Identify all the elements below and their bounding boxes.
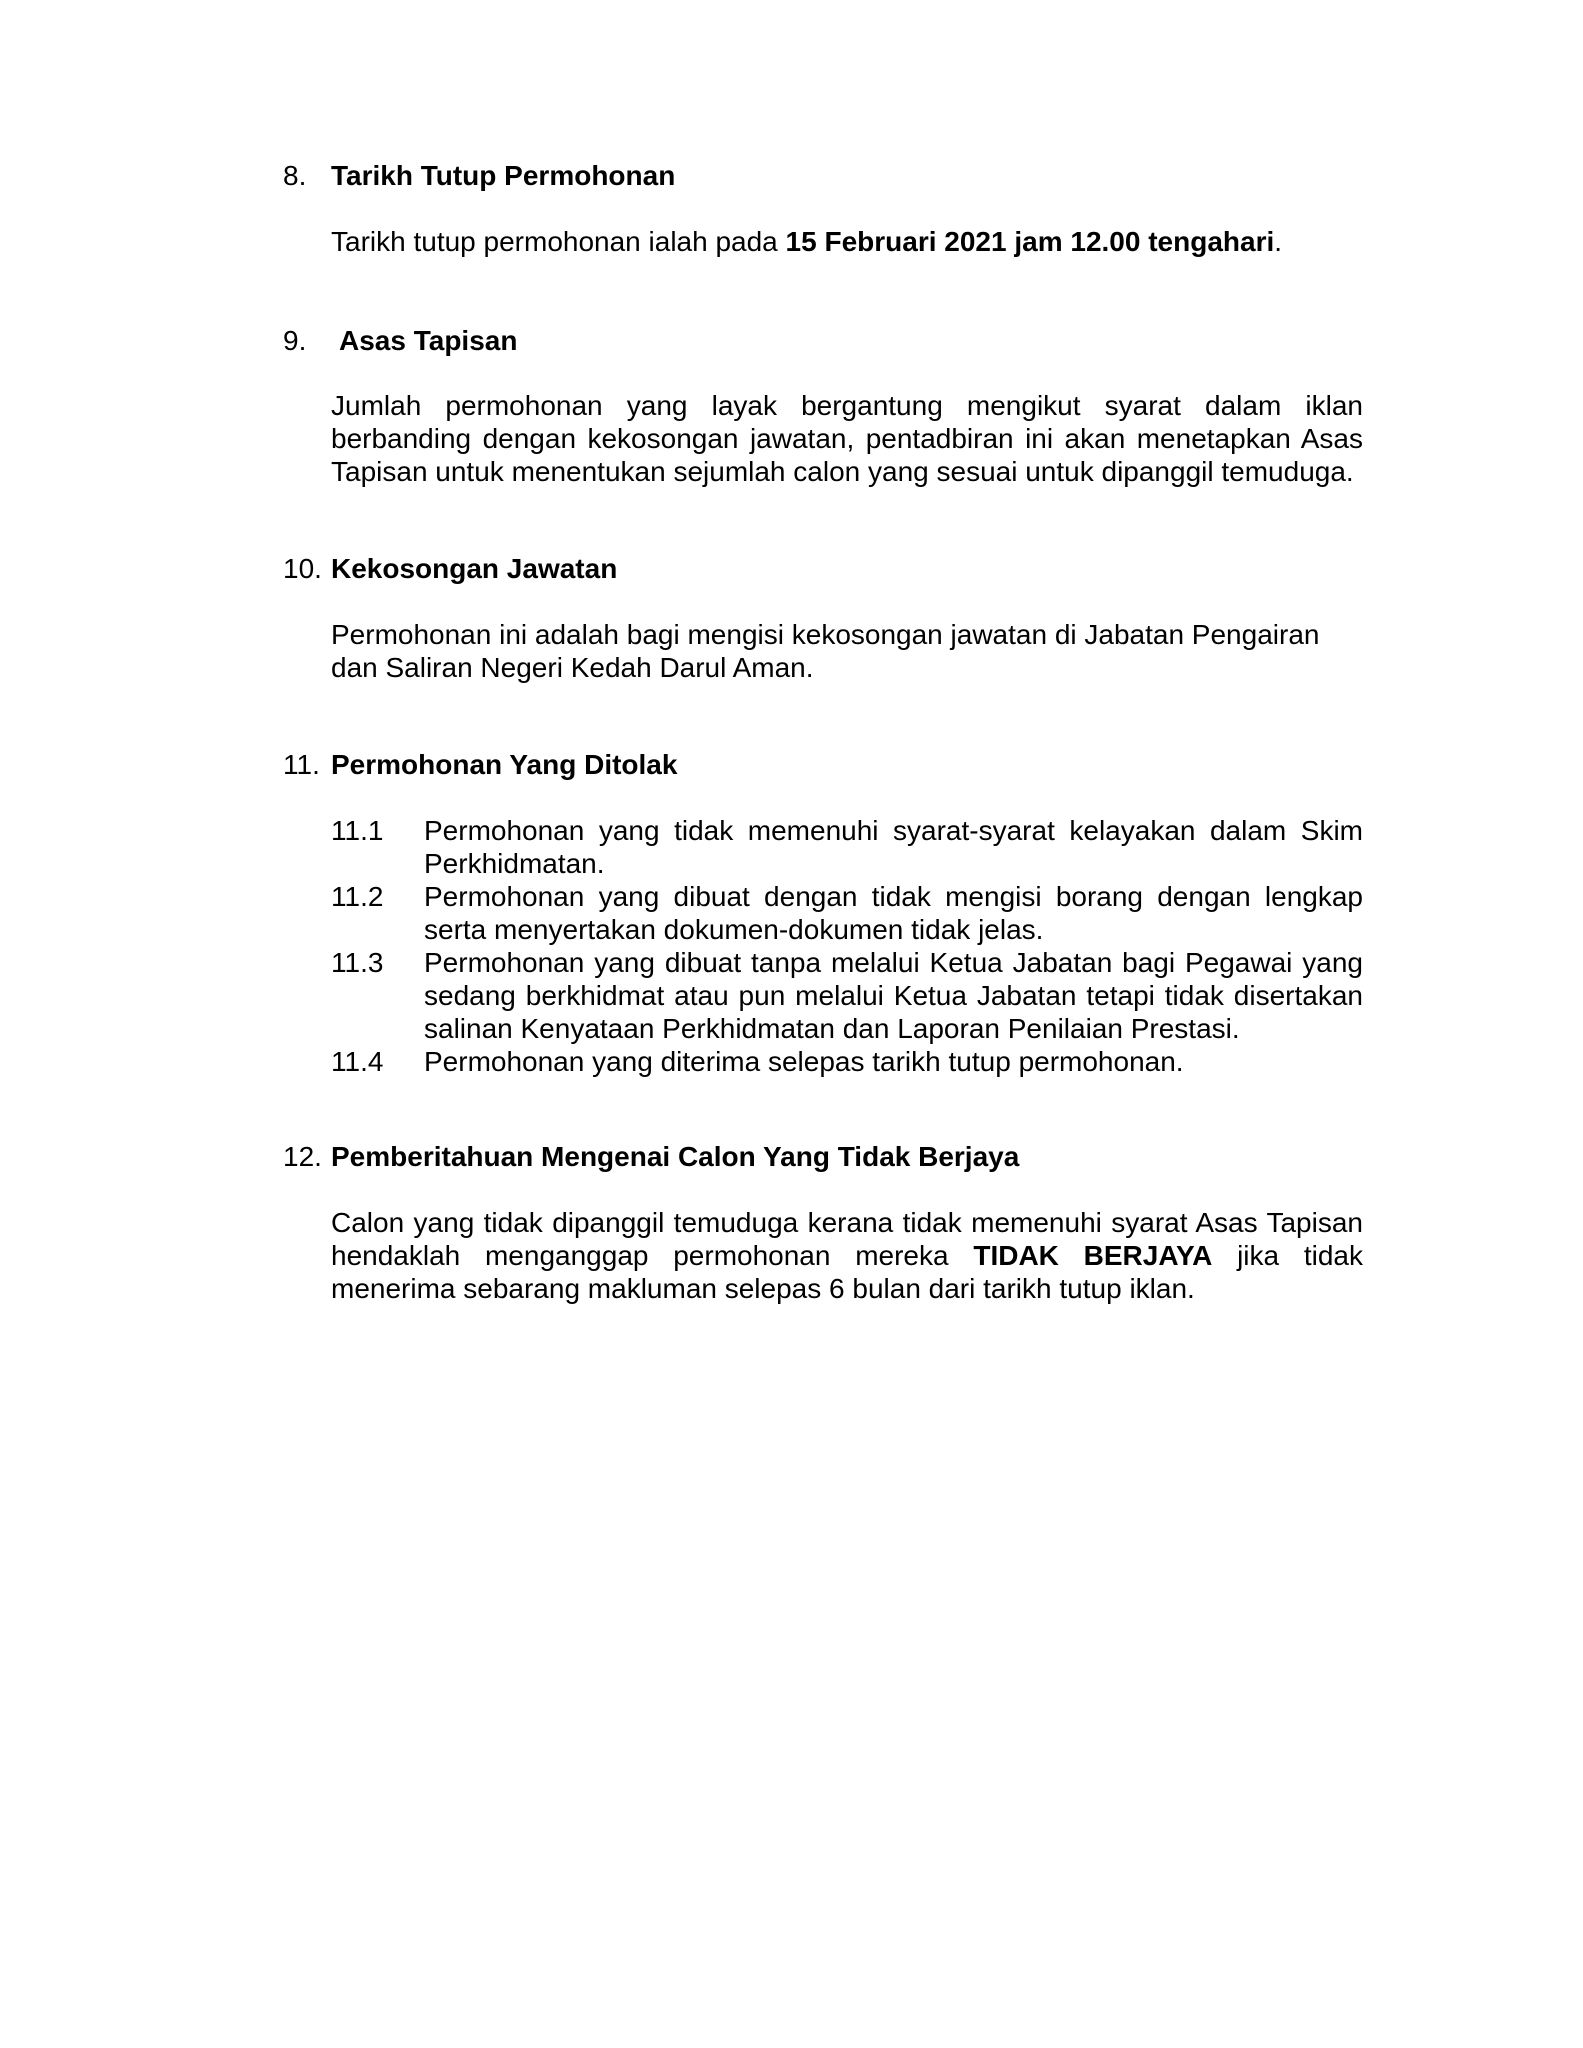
list-item-number: 11.3	[331, 947, 384, 978]
list-item	[331, 814, 1363, 880]
section-12-heading	[283, 1140, 1363, 1174]
list-item	[331, 946, 1363, 1045]
section-10-number: 10.	[283, 553, 322, 584]
section-8-number: 8.	[283, 160, 307, 191]
section-9-paragraph: Jumlah permohonan yang layak bergantung mengikut syarat dalam iklan berbanding dengan kekosongan jawatan, pentadbiran ini akan menetapkan Asas Tapisan untuk menentukan sejumlah calon yang sesuai untuk dipanggil temuduga.	[331, 390, 1363, 487]
section-10-heading	[283, 552, 1363, 586]
section-8-text-before: Tarikh tutup permohonan ialah pada	[331, 226, 786, 257]
rejection-list	[331, 814, 1363, 1078]
section-12-text-after: jika tidak menerima sebarang makluman selepas 6 bulan dari tarikh tutup iklan.	[331, 1240, 1364, 1304]
section-10	[283, 552, 1363, 683]
list-item-number: 11.2	[331, 881, 384, 912]
list-item	[331, 1045, 1363, 1078]
section-8-heading	[283, 159, 1363, 193]
section-9-heading	[283, 324, 1363, 358]
section-8-text-after: .	[1274, 226, 1283, 257]
list-item-text: Permohonan yang dibuat dengan tidak mengisi borang dengan lengkap serta menyertakan dokumen-dokumen tidak jelas.	[424, 881, 1363, 945]
section-8-paragraph	[331, 225, 1363, 258]
section-12-number: 12.	[283, 1141, 322, 1172]
list-item-number: 11.1	[331, 815, 384, 846]
list-item-text: Permohonan yang diterima selepas tarikh tutup permohonan.	[424, 1046, 1184, 1077]
list-item-number: 11.4	[331, 1046, 384, 1077]
list-item-text: Permohonan yang tidak memenuhi syarat-syarat kelayakan dalam Skim Perkhidmatan.	[424, 815, 1363, 879]
section-8-title: Tarikh Tutup Permohonan	[331, 160, 676, 191]
section-9-number: 9.	[283, 325, 307, 356]
result-status-text: TIDAK BERJAYA	[973, 1240, 1213, 1271]
section-8	[283, 159, 1363, 257]
section-10-paragraph: Permohonan ini adalah bagi mengisi kekosongan jawatan di Jabatan Pengairan dan Saliran Negeri Kedah Darul Aman.	[331, 619, 1320, 683]
closing-date-text: 15 Februari 2021 jam 12.00 tengahari	[785, 226, 1275, 257]
section-11-title: Permohonan Yang Ditolak	[331, 749, 678, 780]
list-item-text: Permohonan yang dibuat tanpa melalui Ketua Jabatan bagi Pegawai yang sedang berkhidmat atau pun melalui Ketua Jabatan tetapi tidak disertakan salinan Kenyataan Perkhidmatan dan Laporan Penilaian Prestasi.	[424, 947, 1363, 1044]
section-12	[283, 1140, 1364, 1304]
section-11-number: 11.	[283, 749, 320, 780]
section-11	[283, 748, 1363, 1077]
section-9-title: Asas Tapisan	[339, 325, 518, 356]
section-9	[283, 324, 1363, 487]
section-12-text-before: Calon yang tidak dipanggil temuduga kerana tidak memenuhi syarat Asas Tapisan hendaklah menganggap permohonan mereka	[331, 1207, 1363, 1271]
list-item	[331, 880, 1363, 946]
section-10-title: Kekosongan Jawatan	[331, 553, 618, 584]
section-12-paragraph	[331, 1206, 1363, 1305]
section-12-title: Pemberitahuan Mengenai Calon Yang Tidak Berjaya	[331, 1141, 1020, 1172]
section-11-heading	[283, 748, 1363, 782]
